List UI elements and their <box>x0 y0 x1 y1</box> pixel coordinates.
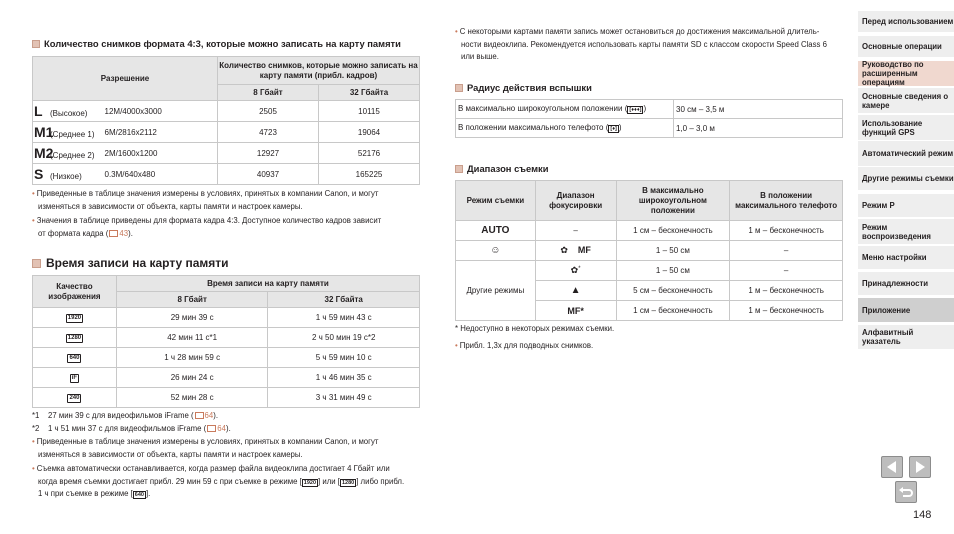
table-row: Другие режимы ✿* 1 – 50 см – <box>456 261 843 281</box>
val-8gb: 1 ч 28 мин 59 с <box>116 348 268 368</box>
table-row <box>33 348 420 368</box>
square-bullet-icon <box>32 40 40 48</box>
flash-table <box>455 99 843 138</box>
col-count: Количество снимков, которые можно записать на карту памяти (прибл. кадров) <box>218 57 420 85</box>
res-label: (Высокое) <box>50 109 88 118</box>
record-notes: *1 27 мин 39 с для видеофильмов iFrame ( 64). *2 1 ч 51 мин 37 с для видеофильмов iFrame ( 64). • Приведенные в таблице значения измерены в условиях, принятых в компании Canon, и могут изменяться в зависимости от объекта, карты памяти и настроек камеры. • Съемка автоматически останавливается, когда размер файла видеоклипа достигает 4 Гбайт или когда время съемки достигает прибл. 29 мин 59 с при съемке в режиме [ 1920 ] или [ 1280 ] либо прибл. 1 ч при съемке в режиме [ 640 ]. <box>32 411 405 498</box>
wide-value: 1 – 50 см <box>616 261 730 281</box>
col-8gb: 8 Гбайт <box>116 292 268 308</box>
section-title-record-time: Время записи на карту памяти <box>32 256 229 270</box>
res-size: 6M/2816x2112 <box>101 122 218 143</box>
next-page-button[interactable] <box>909 456 931 478</box>
wide-value: 1 – 50 см <box>616 241 730 261</box>
return-icon <box>896 482 916 502</box>
col-time: Время записи на карту памяти <box>116 276 419 292</box>
square-bullet-icon <box>32 259 41 268</box>
table-row <box>456 119 843 138</box>
sidebar-item-advanced-guide[interactable]: Руководство по расширенным операциям <box>858 60 954 86</box>
telephoto-icon: [♦] <box>610 126 617 132</box>
page-ref-link[interactable]: 64 <box>204 411 214 420</box>
table-row <box>456 100 843 119</box>
square-bullet-icon <box>455 84 463 92</box>
val-32gb: 165225 <box>319 164 420 185</box>
table-row <box>33 164 420 185</box>
record-time-table <box>32 275 420 408</box>
manual-focus-icon: MF* <box>535 301 616 321</box>
flash-row-value: 1,0 – 3,0 м <box>674 119 843 138</box>
sidebar-item-camera-basics[interactable]: Основные сведения о камере <box>858 87 954 113</box>
flash-row-label: В максимально широкоугольном положении ( [♦♦♦] ) <box>456 100 674 119</box>
sidebar-item-index[interactable]: Алфавитный указатель <box>858 324 954 349</box>
sidebar-item-setup-menu[interactable]: Меню настройки <box>858 245 954 269</box>
focus-value: – <box>535 221 616 241</box>
movie-1280-icon: 1280 <box>67 335 82 341</box>
val-32gb: 1 ч 59 мин 43 с <box>268 308 420 328</box>
page-ref-link[interactable]: 43 <box>119 228 129 238</box>
flash-row-value: 30 см – 3,5 м <box>674 100 843 119</box>
movie-1920-icon: 1920 <box>67 315 82 321</box>
book-icon <box>109 230 118 237</box>
smart-auto-icon: ☺ <box>456 241 536 261</box>
tele-value: 1 м – бесконечность <box>730 221 843 241</box>
mountain-icon: ▲ <box>535 281 616 301</box>
range-table <box>455 180 843 321</box>
table-row <box>33 143 420 164</box>
val-32gb: 1 ч 46 мин 35 с <box>268 368 420 388</box>
table-row <box>456 241 843 261</box>
manual-focus-icon: MF <box>577 245 591 255</box>
val-8gb: 12927 <box>218 143 319 164</box>
val-8gb: 40937 <box>218 164 319 185</box>
page-ref-link[interactable]: 64 <box>217 423 226 433</box>
intro-note: • С некоторыми картами памяти запись может остановиться до достижения максимальной длитель- ности видеоклипа. Рекомендуется использовать карты памяти SD с классом скорости Speed Class 6 или выше. <box>455 27 827 61</box>
val-32gb: 10115 <box>319 101 420 122</box>
range-notes: * Недоступно в некоторых режимах съемки. • Прибл. 1,3x для подводных снимков. <box>455 324 615 350</box>
res-label: (Среднее 1) <box>50 130 95 139</box>
sidebar-item-p-mode[interactable]: Режим P <box>858 193 954 217</box>
col-mode: Режим съемки <box>456 181 536 221</box>
col-8gb: 8 Гбайт <box>218 85 319 101</box>
res-size: 2M/1600x1200 <box>101 143 218 164</box>
shots-notes: • Приведенные в таблице значения измерены в условиях, принятых в компании Canon, и могут изменяться в зависимости от объекта, карты памяти и настроек камеры. • Значения в таблице приведены для формата кадра 4:3. Доступное количество кадров зависит от формата кадра ( 43). <box>32 189 382 238</box>
square-bullet-icon <box>455 165 463 173</box>
movie-640-icon: 640 <box>134 492 144 498</box>
tele-value: – <box>730 241 843 261</box>
sidebar-item-auto-mode[interactable]: Автоматический режим <box>858 140 954 166</box>
val-32gb: 3 ч 31 мин 49 с <box>268 388 420 408</box>
sidebar-item-other-modes[interactable]: Другие режимы съемки <box>858 166 954 190</box>
table-row <box>33 122 420 143</box>
res-letter: M2 <box>34 145 54 161</box>
section-title-shots: Количество снимков формата 4:3, которые можно записать на карту памяти <box>32 38 401 49</box>
col-tele: В положении максимального телефото <box>730 181 843 221</box>
val-32gb: 2 ч 50 мин 19 с*2 <box>268 328 420 348</box>
return-button[interactable] <box>895 481 917 503</box>
table-row <box>456 221 843 241</box>
val-32gb: 5 ч 59 мин 10 с <box>268 348 420 368</box>
other-modes-label: Другие режимы <box>456 261 536 321</box>
macro-icon: ✿ <box>570 265 579 275</box>
sidebar-item-appendix[interactable]: Приложение <box>858 297 954 322</box>
col-32gb: 32 Гбайта <box>319 85 420 101</box>
val-32gb: 19064 <box>319 122 420 143</box>
auto-mode-icon: AUTO <box>456 221 536 241</box>
col-quality: Качество изображения <box>33 276 117 308</box>
res-letter: L <box>34 103 43 119</box>
val-8gb: 4723 <box>218 122 319 143</box>
val-8gb: 52 мин 28 с <box>116 388 268 408</box>
book-icon <box>195 412 204 419</box>
col-focus: Диапазон фокусировки <box>535 181 616 221</box>
sidebar-item-accessories[interactable]: Принадлежности <box>858 271 954 295</box>
val-32gb: 52176 <box>319 143 420 164</box>
table-row <box>33 368 420 388</box>
movie-1920-icon: 1920 <box>303 479 317 486</box>
arrow-left-icon <box>882 457 902 477</box>
sidebar-item-playback[interactable]: Режим воспроизведения <box>858 218 954 244</box>
wide-angle-icon: [♦♦♦] <box>629 107 642 113</box>
wide-value: 1 см – бесконечность <box>616 301 730 321</box>
res-size: 12M/4000x3000 <box>101 101 218 122</box>
tele-value: 1 м – бесконечность <box>730 301 843 321</box>
table-row <box>33 328 420 348</box>
table-row <box>33 101 420 122</box>
page-number: 148 <box>913 509 932 521</box>
movie-iframe-icon: iF <box>71 375 78 381</box>
res-letter: M1 <box>34 124 54 140</box>
res-size: 0.3M/640x480 <box>101 164 218 185</box>
tele-value: 1 м – бесконечность <box>730 281 843 301</box>
flash-row-label: В положении максимального телефото ( [♦] ) <box>456 119 674 138</box>
sidebar-item-basic-ops[interactable]: Основные операции <box>858 35 954 57</box>
val-8gb: 42 мин 11 с*1 <box>116 328 268 348</box>
val-8gb: 29 мин 39 с <box>116 308 268 328</box>
macro-icon: ✿ <box>560 245 568 255</box>
book-icon <box>207 425 216 432</box>
movie-1280-icon: 1280 <box>341 479 355 486</box>
table-row <box>33 388 420 408</box>
sidebar <box>858 0 954 534</box>
wide-value: 5 см – бесконечность <box>616 281 730 301</box>
table-row <box>33 308 420 328</box>
tele-value: – <box>730 261 843 281</box>
movie-640-icon: 640 <box>69 355 80 361</box>
col-resolution: Разрешение <box>33 57 218 101</box>
prev-page-button[interactable] <box>881 456 903 478</box>
col-wide: В максимально широкоугольном положении <box>616 181 730 221</box>
sidebar-item-gps[interactable]: Использование функций GPS <box>858 114 954 140</box>
arrow-right-icon <box>910 457 930 477</box>
section-title-range: Диапазон съемки <box>455 163 548 174</box>
movie-240-icon: 240 <box>69 395 80 401</box>
res-label: (Среднее 2) <box>50 151 95 160</box>
shots-table <box>32 56 420 185</box>
res-label: (Низкое) <box>50 172 82 181</box>
col-32gb: 32 Гбайта <box>268 292 420 308</box>
wide-value: 1 см – бесконечность <box>616 221 730 241</box>
sidebar-item-before-use[interactable]: Перед использованием <box>858 10 954 32</box>
res-letter: S <box>34 166 44 182</box>
val-8gb: 2505 <box>218 101 319 122</box>
section-title-flash: Радиус действия вспышки <box>455 82 592 93</box>
val-8gb: 26 мин 24 с <box>116 368 268 388</box>
